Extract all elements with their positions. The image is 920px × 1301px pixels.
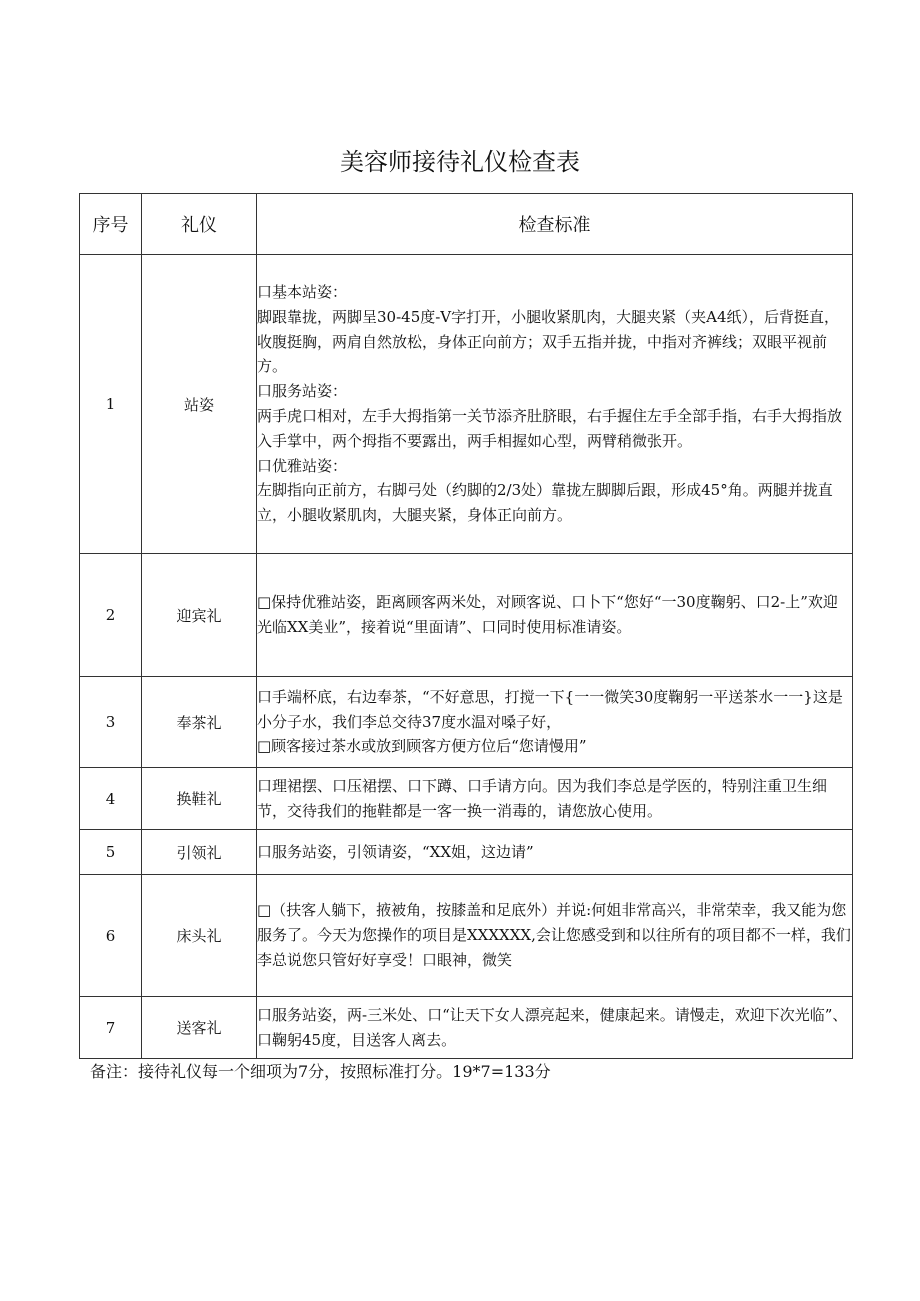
table-row — [80, 830, 853, 875]
standard-line: □顾客接过茶水或放到顾客方便方位后“您请慢用” — [257, 737, 587, 756]
row-number: 4 — [80, 768, 142, 830]
row-etiquette: 奉茶礼 — [142, 677, 257, 768]
header-no: 序号 — [80, 194, 142, 255]
row-number: 3 — [80, 677, 142, 768]
header-etiquette: 礼仪 — [142, 194, 257, 255]
header-standard: 检查标准 — [257, 194, 853, 255]
standard-line: 左脚指向正前方，右脚弓处（约脚的2/3处）靠拢左脚脚后跟，形成45°角。两腿并拢直立，小腿收紧肌肉，大腿夹紧，身体正向前方。 — [257, 481, 833, 525]
row-etiquette: 送客礼 — [142, 997, 257, 1059]
row-number: 5 — [80, 830, 142, 875]
row-number: 1 — [80, 255, 142, 554]
footnote: 备注：接待礼仪每一个细项为7分，按照标准打分。19*7=133分 — [90, 1062, 551, 1081]
row-standard — [257, 768, 853, 830]
table-row — [80, 677, 853, 768]
row-etiquette: 站姿 — [142, 255, 257, 554]
table-row — [80, 875, 853, 997]
row-etiquette: 迎宾礼 — [142, 554, 257, 677]
table-row — [80, 997, 853, 1059]
table-row — [80, 768, 853, 830]
row-etiquette: 换鞋礼 — [142, 768, 257, 830]
standard-line: 口手端杯底，右边奉茶，“不好意思，打搅一下{一一微笑30度鞠躬一平送茶水一一}这是小分子水，我们李总交待37度水温对嗓子好， — [257, 687, 843, 731]
row-etiquette: 引领礼 — [142, 830, 257, 875]
standard-line: 口服务站姿，引领请姿，“XX姐，这边请” — [257, 842, 534, 861]
standard-line: 脚跟靠拢，两脚呈30-45度-V字打开，小腿收紧肌肉，大腿夹紧（夹A4纸），后背挺直，收腹挺胸，两肩自然放松，身体正向前方；双手五指并拢，中指对齐裤线；双眼平视前方。 — [257, 307, 840, 376]
row-number: 2 — [80, 554, 142, 677]
table-row — [80, 554, 853, 677]
standard-line: 口服务站姿，两-三米处、口“让天下女人漂亮起来，健康起来。请慢走，欢迎下次光临”、口鞠躬45度，目送客人离去。 — [257, 1005, 848, 1049]
inspection-table — [79, 193, 853, 1059]
row-etiquette: 床头礼 — [142, 875, 257, 997]
row-standard — [257, 997, 853, 1059]
row-standard — [257, 875, 853, 997]
standard-line: □保持优雅站姿，距离顾客两米处，对顾客说、口卜下“您好“一30度鞠躬、口2-上”欢迎光临XX美业”，接着说“里面请”、口同时使用标准请姿。 — [257, 593, 838, 636]
row-number: 6 — [80, 875, 142, 997]
row-number: 7 — [80, 997, 142, 1059]
standard-line: 口优雅站姿： — [257, 456, 348, 475]
standard-line: 两手虎口相对，左手大拇指第一关节添齐肚脐眼，右手握住左手全部手指，右手大拇指放入手掌中，两个拇指不要露出，两手相握如心型，两臂稍微张开。 — [257, 407, 843, 450]
table-row — [80, 255, 853, 554]
row-standard — [257, 677, 853, 768]
standard-line: □（扶客人躺下，掖被角，按膝盖和足底外）并说:何姐非常高兴，非常荣幸，我又能为您服务了。今天为您操作的项目是XXXXXX,会让您感受到和以往所有的项目都不一样，我们李总说您只管好好享受！口眼神，微笑 — [257, 901, 851, 969]
row-standard — [257, 830, 853, 875]
standard-line: 口基本站姿： — [257, 283, 348, 302]
row-standard — [257, 255, 853, 554]
standard-line: 口理裙摆、口压裙摆、口下蹲、口手请方向。因为我们李总是学医的，特别注重卫生细节，交待我们的拖鞋都是一客一换一消毒的，请您放心使用。 — [257, 776, 828, 820]
table-header-row — [80, 194, 853, 255]
page-title: 美容师接待礼仪检查表 — [340, 148, 580, 176]
standard-line: 口服务站姿： — [257, 382, 348, 401]
row-standard — [257, 554, 853, 677]
